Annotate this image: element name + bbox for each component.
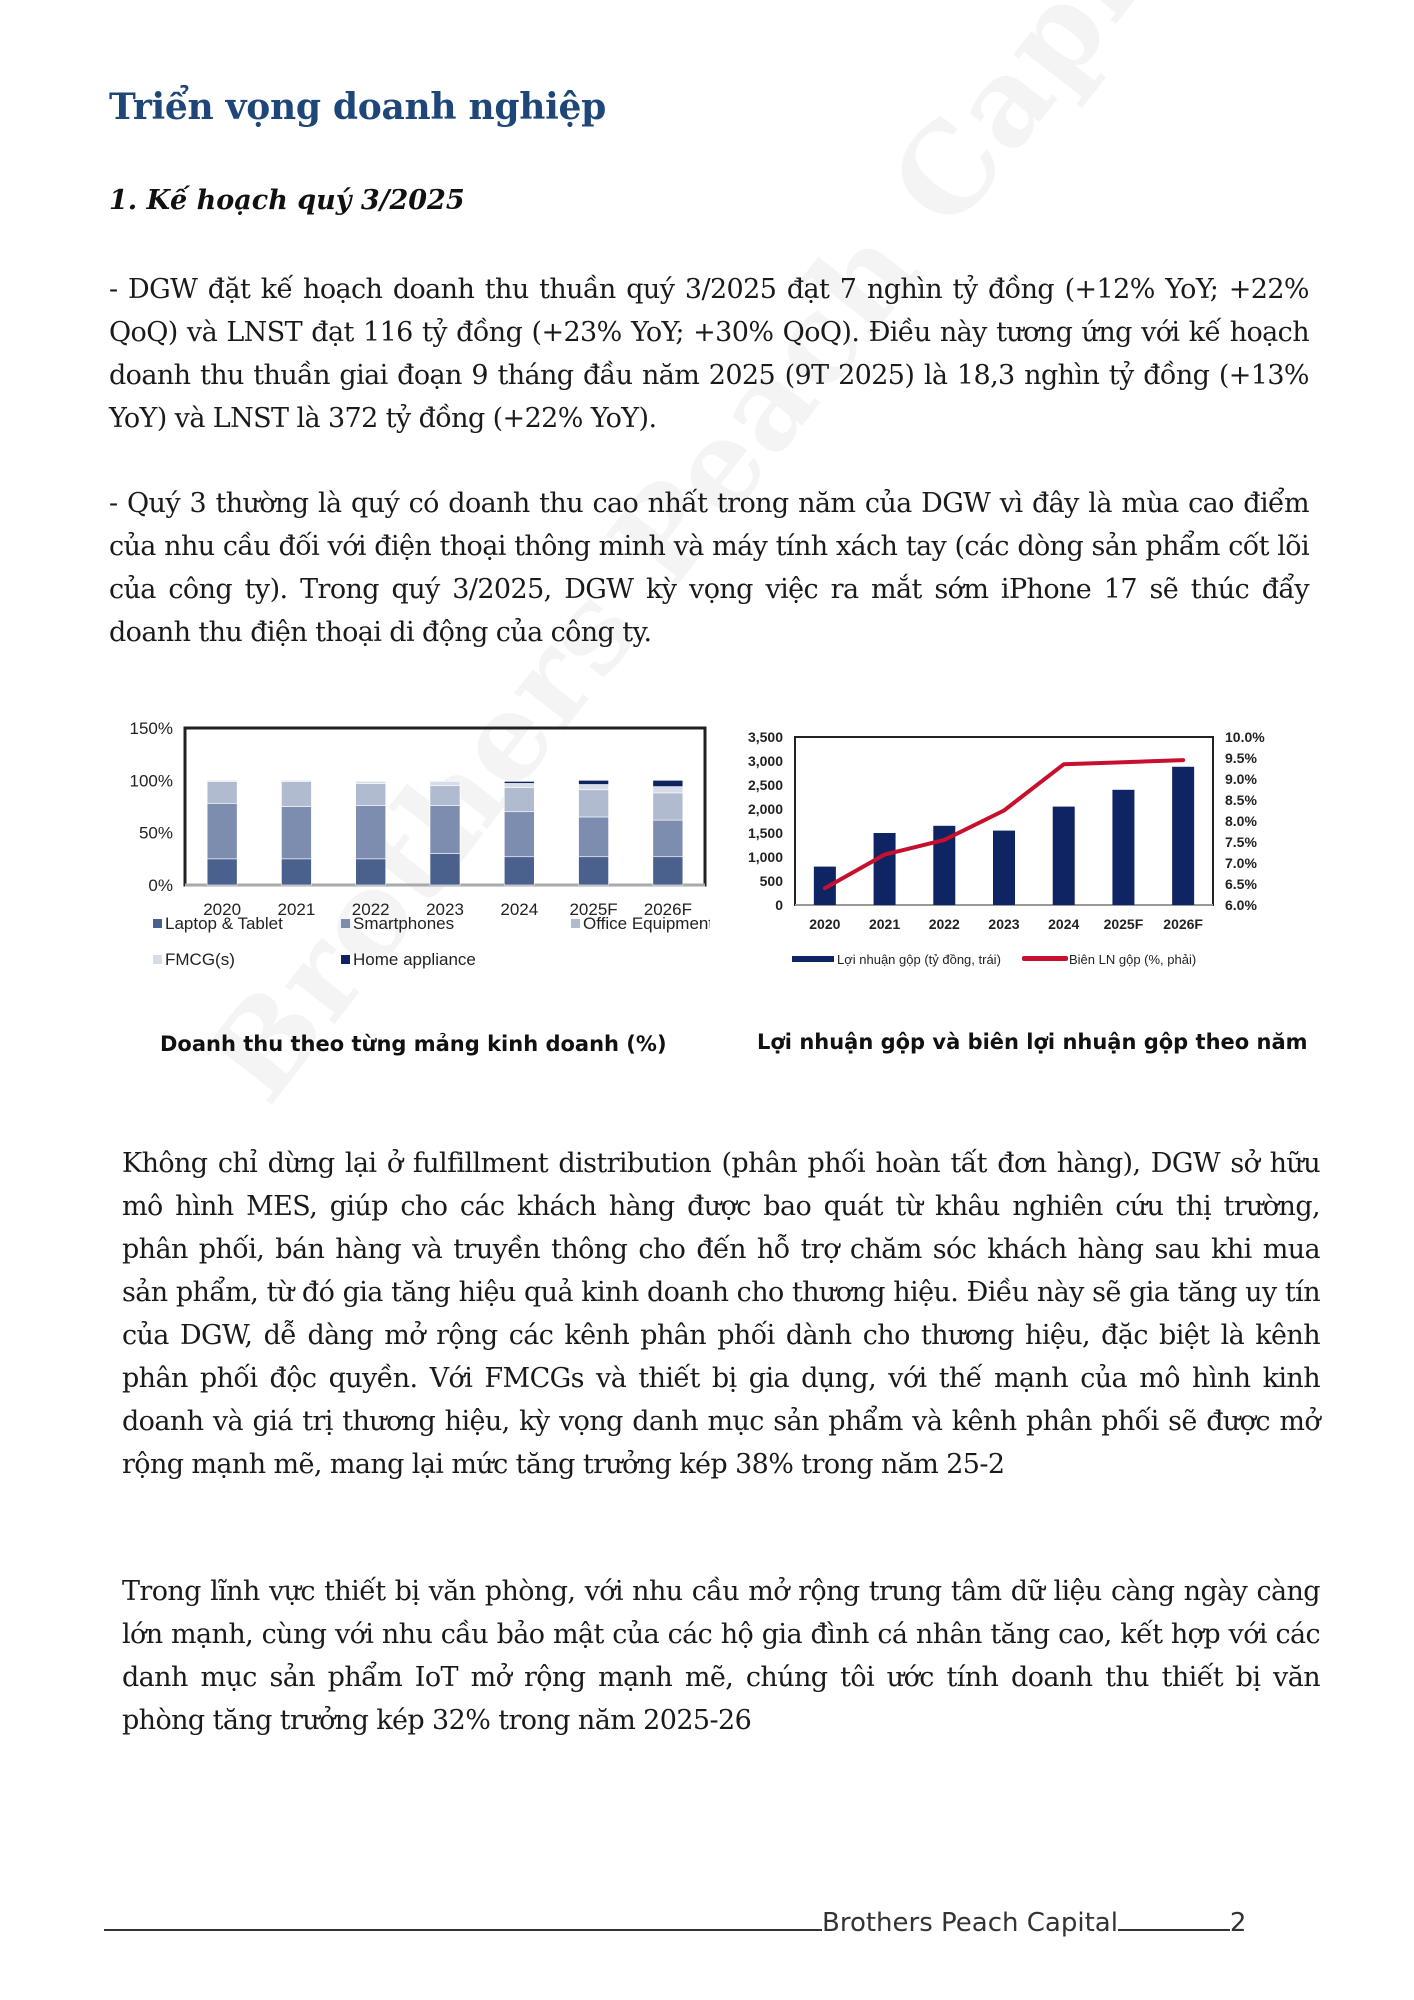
bar-segment — [356, 783, 386, 805]
bar-segment — [653, 820, 683, 857]
bar-segment — [504, 812, 534, 857]
y-left-tick-label: 3,500 — [747, 729, 783, 745]
bar-segment — [579, 857, 609, 885]
x-tick-label: 2020 — [203, 900, 242, 919]
bar-segment — [504, 788, 534, 812]
x-tick-label: 2021 — [277, 900, 316, 919]
bar-segment — [653, 787, 683, 793]
bar-segment — [281, 781, 311, 806]
footer-rule-left — [104, 1929, 822, 1931]
bar-segment — [579, 790, 609, 817]
chart-caption-left: Doanh thu theo từng mảng kinh doanh (%) — [160, 1032, 667, 1056]
legend-label: Smartphones — [353, 914, 455, 933]
legend-swatch-line — [1022, 956, 1068, 961]
footer-company: Brothers Peach Capital — [822, 1908, 1118, 1938]
bar-segment — [579, 785, 609, 790]
legend-swatch-bar — [792, 956, 834, 962]
bar-segment — [430, 786, 460, 806]
bar-segment — [207, 781, 237, 803]
chart-caption-right: Lợi nhuận gộp và biên lợi nhuận gộp theo năm — [757, 1030, 1308, 1054]
bar-segment — [356, 859, 386, 885]
bar-segment — [579, 780, 609, 784]
legend-label: Biên LN gộp (%, phải) — [1069, 952, 1197, 967]
legend-swatch — [153, 955, 162, 964]
y-left-tick-label: 1,500 — [747, 825, 783, 841]
x-tick-label: 2021 — [868, 916, 901, 932]
x-tick-label: 2025F — [569, 900, 618, 919]
x-tick-label: 2025F — [1103, 916, 1144, 932]
y-tick-label: 100% — [129, 771, 173, 791]
revenue-mix-chart-svg — [110, 715, 710, 995]
y-right-tick-label: 8.5% — [1225, 792, 1257, 808]
bar-segment — [653, 780, 683, 786]
gross-profit-chart — [730, 725, 1350, 985]
gross-profit-bar — [1112, 790, 1134, 905]
x-tick-label: 2024 — [500, 900, 539, 919]
page-heading: Triển vọng doanh nghiệp — [109, 86, 606, 128]
y-left-tick-label: 3,000 — [747, 753, 783, 769]
x-tick-label: 2023 — [988, 916, 1020, 932]
bar-segment — [653, 793, 683, 820]
paragraph-mes-model: Không chỉ dừng lại ở fulfillment distribution (phân phối hoàn tất đơn hàng), DGW sở hữu mô hình MES, giúp cho các khách hàng được bao quát từ khâu nghiên cứu thị trường, phân phối, bán hàng và truyền thông cho đến hỗ trợ chăm sóc khách hàng sau khi mua sản phẩm, từ đó gia tăng hiệu quả kinh doanh cho thương hiệu. Điều này sẽ gia tăng uy tín của DGW, dễ dàng mở rộng các kênh phân phối dành cho thương hiệu, đặc biệt là kênh phân phối độc quyền. Với FMCGs và thiết bị gia dụng, với thế mạnh của mô hình kinh doanh và giá trị thương hiệu, kỳ vọng danh mục sản phẩm và kênh phân phối sẽ được mở rộng mạnh mẽ, mang lại mức tăng trưởng kép 38% trong năm 25-2 — [122, 1148, 1320, 1480]
y-tick-label: 50% — [138, 823, 173, 843]
bar-segment — [430, 781, 460, 785]
x-tick-label: 2022 — [351, 900, 390, 919]
paragraph-q3-season: - Quý 3 thường là quý có doanh thu cao nhất trong năm của DGW vì đây là mùa cao điểm của nhu cầu đối với điện thoại thông minh và máy tính xách tay (các dòng sản phẩm cốt lõi của công ty). Trong quý 3/2025, DGW kỳ vọng việc ra mắt sớm iPhone 17 sẽ thúc đẩy doanh thu điện thoại di động của công ty. — [109, 488, 1309, 648]
x-tick-label: 2020 — [809, 916, 841, 932]
x-tick-label: 2026F — [643, 900, 692, 919]
y-left-tick-label: 2,500 — [747, 777, 783, 793]
paragraph-q3-plan: - DGW đặt kế hoạch doanh thu thuần quý 3/2025 đạt 7 nghìn tỷ đồng (+12% YoY; +22% QoQ) và LNST đạt 116 tỷ đồng (+23% YoY; +30% QoQ). Điều này tương ứng với kế hoạch doanh thu thuần giai đoạn 9 tháng đầu năm 2025 (9T 2025) là 18,3 nghìn tỷ đồng (+13% YoY) và LNST là 372 tỷ đồng (+22% YoY). — [109, 274, 1309, 434]
bar-segment — [281, 807, 311, 859]
legend-swatch — [571, 919, 580, 928]
bar-segment — [504, 781, 534, 783]
bar-segment — [504, 783, 534, 787]
y-right-tick-label: 8.0% — [1225, 813, 1257, 829]
gross-profit-bar — [1172, 767, 1194, 905]
y-right-tick-label: 7.5% — [1225, 834, 1257, 850]
y-left-tick-label: 2,000 — [747, 801, 783, 817]
y-right-tick-label: 6.0% — [1225, 897, 1257, 913]
bar-segment — [281, 780, 311, 781]
y-left-tick-label: 1,000 — [747, 849, 783, 865]
x-tick-label: 2024 — [1048, 916, 1080, 932]
bar-segment — [207, 780, 237, 781]
gross-profit-chart-svg — [730, 725, 1350, 985]
page-number: 2 — [1229, 1908, 1247, 1938]
gross-profit-bar — [993, 831, 1015, 905]
gross-profit-bar — [874, 833, 896, 905]
legend-label: Home appliance — [353, 950, 476, 969]
legend-label: Lợi nhuận gộp (tỷ đồng, trái) — [837, 952, 1001, 967]
bar-segment — [504, 857, 534, 885]
bar-segment — [356, 805, 386, 858]
section-title: 1. Kế hoạch quý 3/2025 — [109, 185, 465, 216]
y-right-tick-label: 6.5% — [1225, 876, 1257, 892]
bar-segment — [281, 859, 311, 885]
y-right-tick-label: 9.0% — [1225, 771, 1257, 787]
bar-segment — [356, 781, 386, 783]
y-right-tick-label: 7.0% — [1225, 855, 1257, 871]
footer-rule-right — [1118, 1929, 1230, 1931]
y-tick-label: 150% — [129, 719, 173, 738]
x-tick-label: 2023 — [426, 900, 464, 919]
legend-label: FMCG(s) — [165, 950, 235, 969]
legend-swatch — [341, 955, 350, 964]
bar-segment — [653, 857, 683, 885]
revenue-mix-chart — [110, 715, 710, 995]
y-right-tick-label: 10.0% — [1225, 729, 1265, 745]
y-left-tick-label: 500 — [759, 873, 783, 889]
x-tick-label: 2026F — [1163, 916, 1203, 932]
legend-label: Laptop & Tablet — [165, 914, 283, 933]
bar-segment — [430, 805, 460, 853]
bar-segment — [207, 859, 237, 885]
y-right-tick-label: 9.5% — [1225, 750, 1257, 766]
y-left-tick-label: 0 — [775, 897, 783, 913]
page-footer — [104, 1908, 1246, 1938]
legend-swatch — [341, 919, 350, 928]
x-tick-label: 2022 — [928, 916, 960, 932]
legend-label: Office Equipment — [583, 914, 710, 933]
legend-swatch — [153, 919, 162, 928]
paragraph-office-equipment: Trong lĩnh vực thiết bị văn phòng, với nhu cầu mở rộng trung tâm dữ liệu càng ngày càng lớn mạnh, cùng với nhu cầu bảo mật của các hộ gia đình cá nhân tăng cao, kết hợp với các danh mục sản phẩm IoT mở rộng mạnh mẽ, chúng tôi ước tính doanh thu thiết bị văn phòng tăng trưởng kép 32% trong năm 2025-26 — [122, 1576, 1320, 1736]
gross-profit-bar — [1053, 807, 1075, 905]
y-tick-label: 0% — [148, 876, 173, 895]
bar-segment — [579, 817, 609, 857]
bar-segment — [207, 803, 237, 858]
bar-segment — [430, 854, 460, 885]
